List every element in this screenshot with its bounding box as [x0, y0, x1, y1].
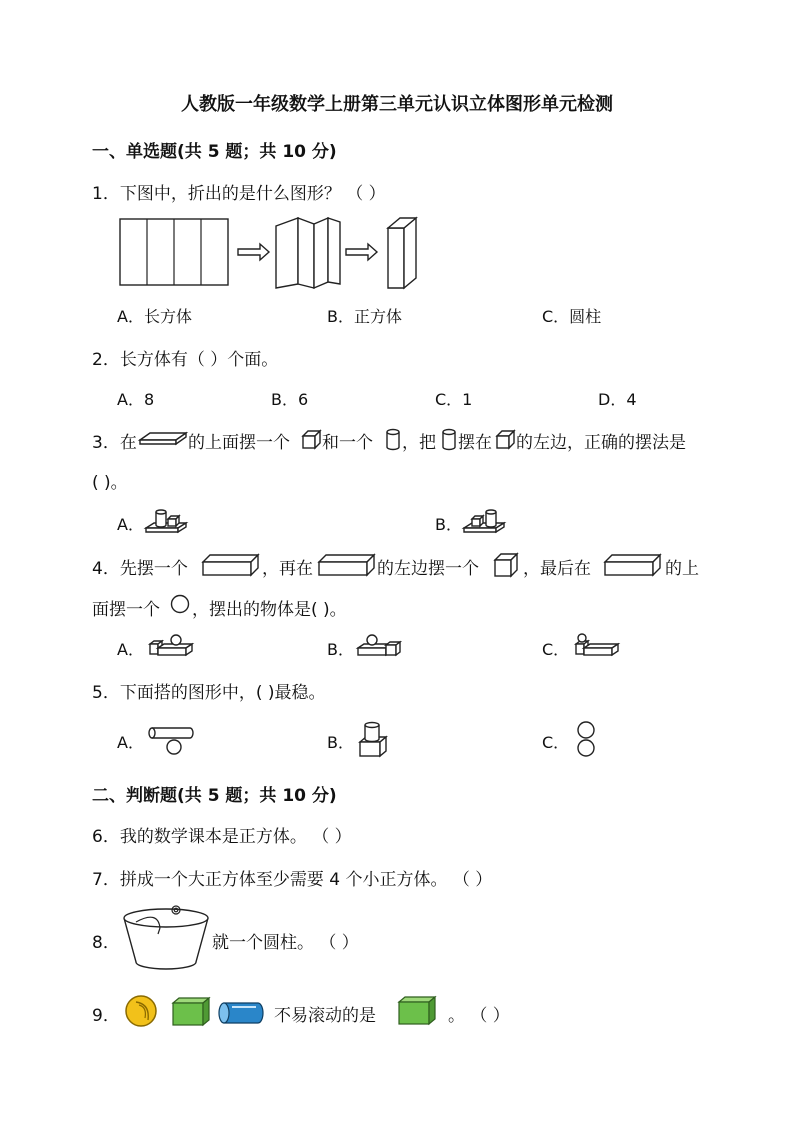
cylinder-icon — [384, 428, 402, 452]
question-1: 1．下图中，折出的是什么图形？ （ ） — [92, 184, 386, 204]
page-title: 人教版一年级数学上册第三单元认识立体图形单元检测 — [181, 94, 613, 115]
question-4-line2: 面摆一个 — [92, 600, 160, 620]
q3-option-b-figure — [464, 508, 506, 534]
question-3-part: 和一个 — [322, 433, 373, 453]
question-4-part: ，最后在 — [523, 559, 591, 579]
q4-option-c[interactable]: C． — [542, 640, 570, 659]
question-4-part: 的左边摆一个 — [377, 559, 479, 579]
cube-icon — [494, 553, 520, 579]
question-9: 不易滚动的是 — [274, 1006, 376, 1026]
question-3-part: 3．在 — [92, 433, 137, 453]
question-3-line2: ( )。 — [92, 473, 128, 493]
green-cube-icon — [398, 996, 440, 1028]
bucket-icon — [120, 904, 212, 972]
q3-option-a-figure — [146, 508, 188, 534]
q5-option-c-figure — [574, 720, 598, 760]
q3-option-b[interactable]: B． — [435, 515, 462, 534]
question-9-tail: 。 （ ） — [448, 1006, 510, 1026]
green-cube-icon — [172, 997, 212, 1029]
q3-option-a[interactable]: A． — [117, 515, 144, 534]
question-4-line2: ，摆出的物体是( )。 — [192, 600, 347, 620]
question-3-part: 的上面摆一个 — [188, 433, 290, 453]
ball-icon — [170, 594, 192, 616]
q5-option-c[interactable]: C． — [542, 733, 570, 752]
question-6: 6．我的数学课本是正方体。 （ ） — [92, 827, 352, 847]
question-2: 2．长方体有（ ）个面。 — [92, 350, 279, 370]
question-5: 5．下面搭的图形中，( )最稳。 — [92, 683, 326, 703]
section-heading-single-choice: 一、单选题(共 5 题；共 10 分) — [92, 142, 337, 162]
cuboid-slab-icon — [202, 554, 260, 578]
folding-paper-figure — [118, 216, 438, 291]
question-7: 7．拼成一个大正方体至少需要 4 个小正方体。 （ ） — [92, 870, 493, 890]
question-3-part: 摆在 — [458, 433, 492, 453]
q2-option-d[interactable]: D．4 — [598, 390, 637, 409]
q5-option-a[interactable]: A． — [117, 733, 144, 752]
flat-board-icon — [140, 430, 188, 446]
question-3-part: ，把 — [402, 433, 436, 453]
q4-option-c-figure — [574, 634, 620, 658]
cuboid-slab-icon — [604, 554, 662, 578]
arrow-right-icon — [346, 244, 377, 260]
cube-icon — [496, 430, 516, 450]
section-heading-true-false: 二、判断题(共 5 题；共 10 分) — [92, 786, 337, 806]
q5-option-b[interactable]: B． — [327, 733, 354, 752]
question-9-number: 9． — [92, 1006, 120, 1026]
q5-option-a-figure — [148, 724, 198, 758]
q1-option-b[interactable]: B．正方体 — [327, 307, 402, 326]
q5-option-b-figure — [356, 720, 392, 760]
q1-option-a[interactable]: A．长方体 — [117, 307, 192, 326]
cylinder-icon — [440, 428, 458, 452]
arrow-right-icon — [238, 244, 269, 260]
question-4-part: 的上 — [665, 559, 699, 579]
cuboid-slab-icon — [318, 554, 376, 578]
yellow-ball-icon — [124, 994, 162, 1030]
q2-option-a[interactable]: A．8 — [117, 390, 155, 409]
q4-option-b[interactable]: B． — [327, 640, 354, 659]
q4-option-b-figure — [356, 634, 404, 658]
cube-icon — [302, 430, 322, 450]
blue-cylinder-icon — [218, 1000, 264, 1028]
q1-option-c[interactable]: C．圆柱 — [542, 307, 602, 326]
q4-option-a[interactable]: A． — [117, 640, 144, 659]
question-8: 就一个圆柱。 （ ） — [212, 933, 359, 953]
question-3-part: 的左边，正确的摆法是 — [516, 433, 686, 453]
question-4-part: 4．先摆一个 — [92, 559, 188, 579]
question-8-number: 8． — [92, 933, 120, 953]
q4-option-a-figure — [148, 634, 194, 658]
q2-option-b[interactable]: B．6 — [271, 390, 309, 409]
q2-option-c[interactable]: C．1 — [435, 390, 473, 409]
question-4-part: ，再在 — [262, 559, 313, 579]
